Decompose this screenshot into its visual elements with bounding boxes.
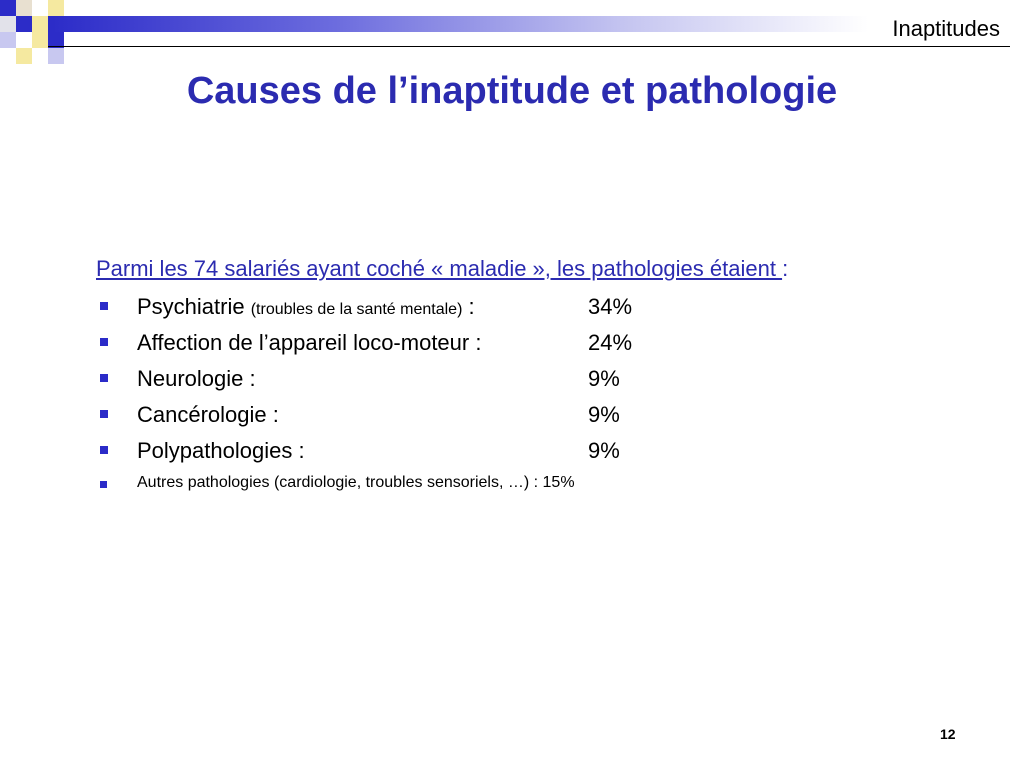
corner-square bbox=[0, 16, 16, 32]
header-rule bbox=[48, 46, 1010, 47]
list-item-label: Autres pathologies (cardiologie, troubles sensoriels, …) : 15% bbox=[137, 474, 575, 491]
list-item-label bbox=[137, 294, 475, 320]
list-item-value: 9% bbox=[588, 402, 620, 427]
pathology-list bbox=[100, 294, 980, 500]
list-item bbox=[100, 474, 980, 500]
page-number: 12 bbox=[940, 726, 956, 742]
list-item-suffix: : bbox=[462, 294, 475, 319]
corner-square bbox=[48, 0, 64, 16]
square-bullet-icon bbox=[100, 338, 108, 346]
corner-square bbox=[16, 16, 32, 32]
list-item-value: 24% bbox=[588, 330, 633, 355]
list-item-detail: (troubles de la santé mentale) bbox=[250, 301, 463, 318]
list-item-label: Polypathologies : bbox=[137, 438, 305, 463]
list-item bbox=[100, 294, 980, 330]
square-bullet-icon bbox=[100, 446, 108, 454]
list-item bbox=[100, 366, 980, 402]
list-item-label: Cancérologie : bbox=[137, 402, 279, 427]
section-label: Inaptitudes bbox=[892, 16, 1000, 41]
square-bullet-icon bbox=[100, 481, 107, 488]
list-item bbox=[100, 330, 980, 366]
header-gradient-band bbox=[48, 16, 868, 32]
corner-square bbox=[32, 16, 48, 32]
list-item-value: 34% bbox=[588, 294, 633, 319]
slide-title: Causes de l’inaptitude et pathologie bbox=[186, 70, 838, 112]
list-item-value: 9% bbox=[588, 438, 620, 463]
corner-square bbox=[32, 32, 48, 48]
list-item-label: Neurologie : bbox=[137, 366, 256, 391]
list-item bbox=[100, 438, 980, 474]
corner-square bbox=[0, 32, 16, 48]
square-bullet-icon bbox=[100, 302, 108, 310]
corner-square bbox=[16, 0, 32, 16]
corner-square bbox=[0, 0, 16, 16]
intro-underlined-text: Parmi les 74 salariés ayant coché « maladie », les pathologies étaient bbox=[96, 256, 783, 281]
list-item-value: 9% bbox=[588, 366, 620, 391]
intro-sentence bbox=[96, 256, 788, 282]
list-item-label: Affection de l’appareil loco-moteur : bbox=[137, 330, 482, 355]
square-bullet-icon bbox=[100, 410, 108, 418]
list-item-name: Psychiatrie bbox=[137, 294, 251, 319]
corner-square bbox=[16, 48, 32, 64]
list-item bbox=[100, 402, 980, 438]
intro-colon: : bbox=[782, 256, 789, 281]
corner-square bbox=[48, 48, 64, 64]
square-bullet-icon bbox=[100, 374, 108, 382]
